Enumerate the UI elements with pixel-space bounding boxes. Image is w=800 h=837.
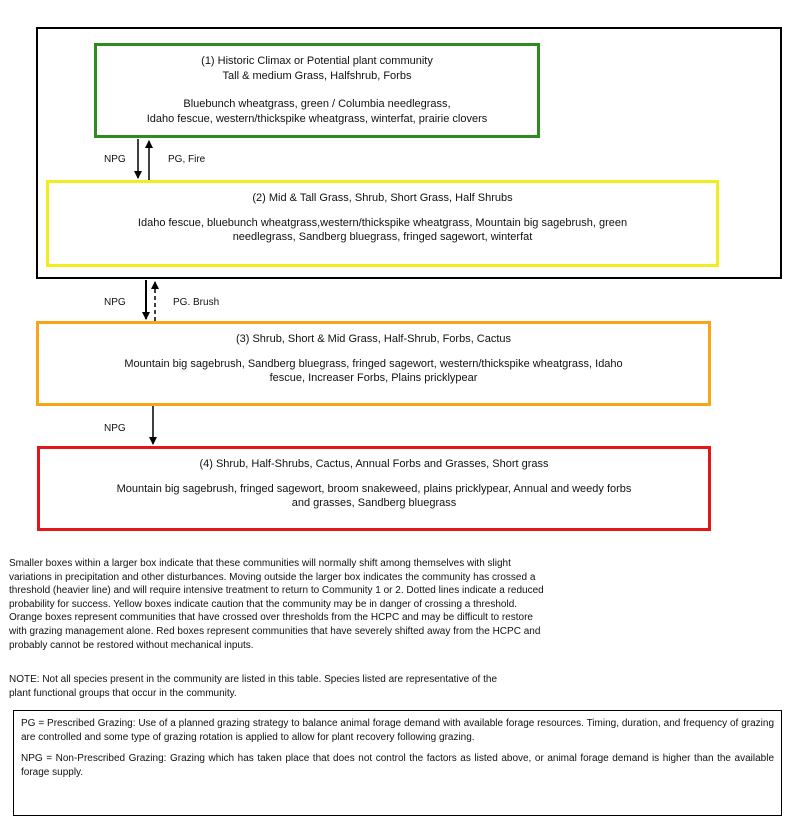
state-1-species-line: Idaho fescue, western/thickspike wheatgrass, winterfat, prairie clovers xyxy=(146,112,488,125)
transition-label-npg-1-2: NPG xyxy=(104,154,126,165)
transition-label-npg-2-3: NPG xyxy=(104,297,126,308)
state-1-title: (1) Historic Climax or Potential plant community xyxy=(201,55,433,67)
explanation-paragraph: Smaller boxes within a larger box indicate that these communities will normally shift among themselves with slight variations in precipitation and other disturbances. Moving outside the larger box indicates the community has crossed a threshold (heavier line) and will require intensive treatment to return to Community 1 or 2. Dotted lines indicate a reduced probability for success. Yellow boxes indicate caution that the community may be in danger of crossing a threshold. Orange boxes represent communities that have crossed over thresholds from the HCPC and may be difficult to restore with grazing management alone. Red boxes represent communities that have severely shifted away from the HCPC and probably cannot be restored without mechanical inputs. xyxy=(9,558,544,651)
state-2-species-line: Idaho fescue, bluebunch wheatgrass,western/thickspike wheatgrass, Mountain big sagebrush, green xyxy=(137,216,628,229)
transition-label-npg-3-4: NPG xyxy=(104,423,126,434)
definitions-box xyxy=(13,710,782,816)
state-2-species-line: needlegrass, Sandberg bluegrass, fringed sagewort, winterfat xyxy=(232,231,533,243)
state-4-title: (4) Shrub, Half-Shrubs, Cactus, Annual Forbs and Grasses, Short grass xyxy=(199,458,549,470)
state-2-title: (2) Mid & Tall Grass, Shrub, Short Grass, Half Shrubs xyxy=(252,192,513,204)
state-3-species-line: Mountain big sagebrush, Sandberg bluegrass, fringed sagewort, western/thickspike wheatgrass, Idaho xyxy=(124,357,623,370)
definition-pg: PG = Prescribed Grazing: Use of a planned grazing strategy to balance animal forage demand with available forage resources. Timing, duration, and frequency of grazing are controlled and some type of grazing rotation is applied to allow for plant recovery following grazing. xyxy=(21,718,774,743)
definition-npg: NPG = Non-Prescribed Grazing: Grazing which has taken place that does not control the factors as listed above, or animal forage demand is higher than the available forage supply. xyxy=(21,753,774,778)
transition-label-pg-brush: PG. Brush xyxy=(173,297,220,308)
species-note: NOTE: Not all species present in the community are listed in this table. Species listed are representative of the plant functional groups that occur in the community. xyxy=(9,674,498,699)
state-1-subtitle: Tall & medium Grass, Halfshrub, Forbs xyxy=(222,69,412,82)
state-3-species-line: fescue, Increaser Forbs, Plains pricklypear xyxy=(269,372,478,384)
state-4-species-line: Mountain big sagebrush, fringed sagewort, broom snakeweed, plains pricklypear, Annual and weedy forbs xyxy=(116,482,632,495)
state-4-species-line: and grasses, Sandberg bluegrass xyxy=(291,497,457,509)
state-3-title: (3) Shrub, Short & Mid Grass, Half-Shrub, Forbs, Cactus xyxy=(235,333,512,345)
transition-label-pg-fire: PG, Fire xyxy=(168,154,206,165)
state-1-species-line: Bluebunch wheatgrass, green / Columbia needlegrass, xyxy=(183,98,451,110)
